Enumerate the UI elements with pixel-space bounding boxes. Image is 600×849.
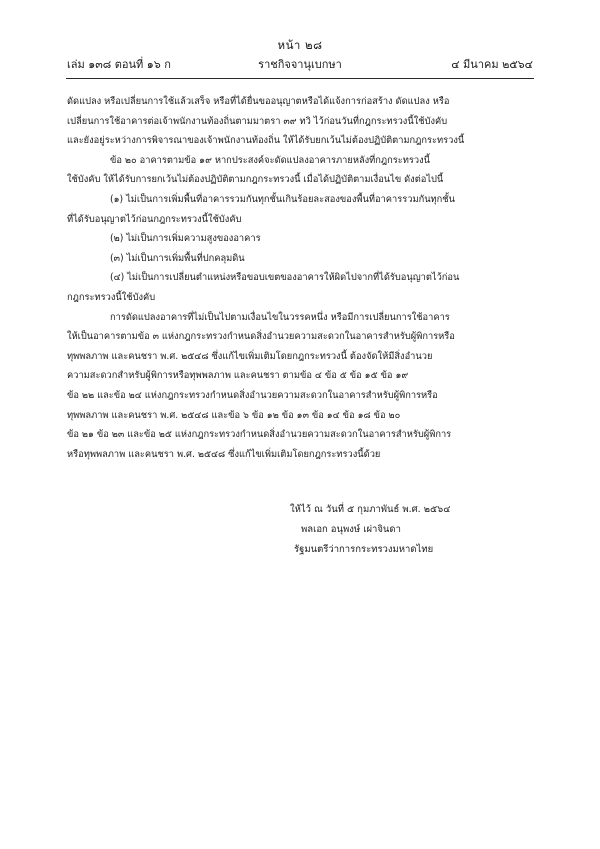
text-line: และยังอยู่ระหว่างการพิจารณาของเจ้าพนักงานท้องถิ่น ให้ได้รับยกเว้นไม่ต้องปฏิบัติตามกฎกระทรวงนี้ bbox=[67, 135, 465, 147]
volume-issue: เล่ม ๑๓๘ ตอนที่ ๑๖ ก bbox=[67, 58, 171, 71]
header-divider bbox=[66, 78, 534, 79]
text-line: กฎกระทรวงนี้ใช้บังคับ bbox=[67, 291, 156, 303]
clause-20-heading: ข้อ ๒๐ อาคารตามข้อ ๑๙ หากประสงค์จะดัดแปลงอาคารภายหลังที่กฎกระทรวงนี้ bbox=[110, 154, 431, 166]
text-line: ทุพพลภาพ และคนชรา พ.ศ. ๒๕๔๘ และข้อ ๖ ข้อ ๑๒ ข้อ ๑๓ ข้อ ๑๔ ข้อ ๑๘ ข้อ ๒๐ bbox=[67, 409, 401, 421]
condition-1: (๑) ไม่เป็นการเพิ่มพื้นที่อาคารรวมกันทุกชั้นเกินร้อยละสองของพื้นที่อาคารรวมกันทุกชั้น bbox=[110, 193, 455, 205]
condition-3: (๓) ไม่เป็นการเพิ่มพื้นที่ปกคลุมดิน bbox=[110, 252, 245, 264]
text-line: ทุพพลภาพ และคนชรา พ.ศ. ๒๕๔๘ ซึ่งแก้ไขเพิ่มเติมโดยกฎกระทรวงนี้ ต้องจัดให้มีสิ่งอำนวย bbox=[67, 350, 433, 362]
publication-name: ราชกิจจานุเบกษา bbox=[258, 58, 342, 71]
text-line: เปลี่ยนการใช้อาคารต่อเจ้าพนักงานท้องถิ่นตามมาตรา ๓๙ ทวิ ไว้ก่อนวันที่กฎกระทรวงนี้ใช้บังคับ bbox=[67, 115, 448, 127]
signer-title: รัฐมนตรีว่าการกระทรวงมหาดไทย bbox=[294, 543, 434, 555]
text-line: หรือทุพพลภาพ และคนชรา พ.ศ. ๒๕๔๘ ซึ่งแก้ไขเพิ่มเติมโดยกฎกระทรวงนี้ด้วย bbox=[67, 448, 381, 460]
text-line: ใช้บังคับ ให้ได้รับการยกเว้นไม่ต้องปฏิบัติตามกฎกระทรวงนี้ เมื่อได้ปฏิบัติตามเงื่อนไข ดังต่อไปนี้ bbox=[67, 174, 444, 186]
text-line: ที่ได้รับอนุญาตไว้ก่อนกฎกระทรวงนี้ใช้บังคับ bbox=[67, 213, 242, 225]
text-line: ความสะดวกสำหรับผู้พิการหรือทุพพลภาพ และคนชรา ตามข้อ ๔ ข้อ ๕ ข้อ ๑๕ ข้อ ๑๙ bbox=[67, 370, 409, 382]
signature-block bbox=[290, 500, 550, 559]
gazette-header bbox=[67, 58, 533, 72]
signer-name: พลเอก อนุพงษ์ เผ่าจินดา bbox=[301, 523, 401, 535]
condition-2: (๒) ไม่เป็นการเพิ่มความสูงของอาคาร bbox=[110, 233, 261, 245]
text-line: ให้เป็นอาคารตามข้อ ๓ แห่งกฎกระทรวงกำหนดสิ่งอำนวยความสะดวกในอาคารสำหรับผู้พิการหรือ bbox=[67, 331, 455, 343]
text-line: ข้อ ๒๑ ข้อ ๒๓ และข้อ ๒๕ แห่งกฎกระทรวงกำหนดสิ่งอำนวยความสะดวกในอาคารสำหรับผู้พิการ bbox=[67, 429, 452, 441]
text-line: ดัดแปลง หรือเปลี่ยนการใช้แล้วเสร็จ หรือที่ได้ยื่นขออนุญาตหรือได้แจ้งการก่อสร้าง ดัดแปลง หรือ bbox=[67, 96, 450, 107]
condition-4: (๔) ไม่เป็นการเปลี่ยนตำแหน่งหรือขอบเขตของอาคารให้ผิดไปจากที่ได้รับอนุญาตไว้ก่อน bbox=[110, 272, 460, 284]
page-number: หน้า ๒๘ bbox=[277, 38, 323, 52]
publication-date: ๔ มีนาคม ๒๕๖๔ bbox=[451, 58, 533, 71]
paragraph-two: การดัดแปลงอาคารที่ไม่เป็นไปตามเงื่อนไขในวรรคหนึ่ง หรือมีการเปลี่ยนการใช้อาคาร bbox=[110, 311, 450, 323]
given-date: ให้ไว้ ณ วันที่ ๕ กุมภาพันธ์ พ.ศ. ๒๕๖๔ bbox=[290, 504, 451, 515]
regulation-text bbox=[67, 92, 533, 464]
text-line: ข้อ ๒๒ และข้อ ๒๔ แห่งกฎกระทรวงกำหนดสิ่งอำนวยความสะดวกในอาคารสำหรับผู้พิการหรือ bbox=[67, 389, 438, 401]
